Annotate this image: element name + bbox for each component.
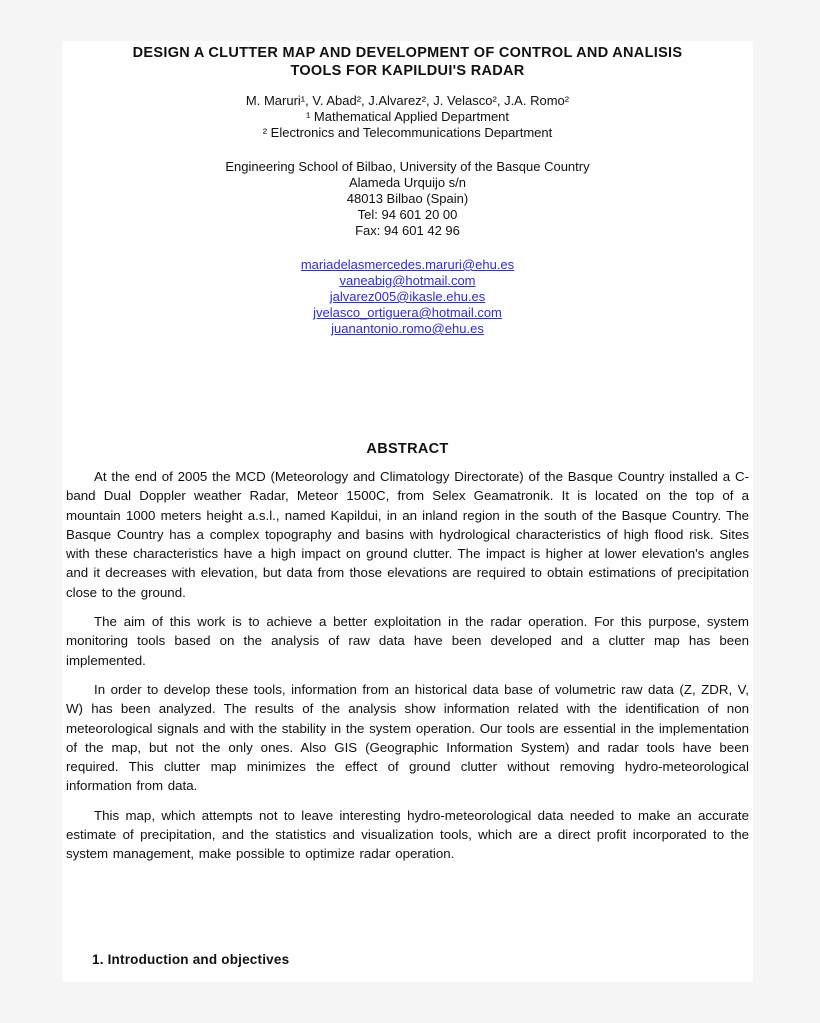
email-link-abad[interactable]: vaneabig@hotmail.com xyxy=(339,273,476,288)
paper-page xyxy=(62,41,753,982)
abstract-paragraph-3: In order to develop these tools, information from an historical data base of volumetric raw data (Z, ZDR, V, W) has been analyzed. The results of the analysis show information related with the identification of non meteorological signals and with the stability in the system operation. Our tools are essential in the implementation of the map, but not the only ones. Also GIS (Geographic Information System) and radar tools have been required. This clutter map minimizes the effect of ground clutter without removing hydro-meteorological information from data. xyxy=(66,681,749,794)
address-block xyxy=(66,159,749,239)
address-city: 48013 Bilbao (Spain) xyxy=(346,191,469,206)
section-heading-introduction: 1. Introduction and objectives xyxy=(92,951,290,967)
address-institution: Engineering School of Bilbao, University of the Basque Country xyxy=(225,159,590,174)
emails-block xyxy=(66,257,749,337)
email-link-velasco[interactable]: jvelasco_ortiguera@hotmail.com xyxy=(313,305,502,320)
address-street: Alameda Urquijo s/n xyxy=(348,175,467,190)
abstract-heading: ABSTRACT xyxy=(366,441,449,457)
address-fax: Fax: 94 601 42 96 xyxy=(355,223,460,238)
paper-title-line1: DESIGN A CLUTTER MAP AND DEVELOPMENT OF CONTROL AND ANALISIS xyxy=(132,45,683,61)
affiliation-1: ¹ Mathematical Applied Department xyxy=(305,109,510,124)
authors-block xyxy=(66,93,749,141)
paper-title xyxy=(66,44,749,80)
email-link-alvarez[interactable]: jalvarez005@ikasle.ehu.es xyxy=(329,289,486,304)
abstract-paragraph-2: The aim of this work is to achieve a better exploitation in the radar operation. For this purpose, system monitoring tools based on the analysis of raw data have been developed and a clutter map has been implemented. xyxy=(66,614,749,668)
paper-title-line2: TOOLS FOR KAPILDUI'S RADAR xyxy=(290,63,525,79)
author-names: M. Maruri¹, V. Abad², J.Alvarez², J. Velasco², J.A. Romo² xyxy=(245,93,570,108)
email-link-romo[interactable]: juanantonio.romo@ehu.es xyxy=(331,321,484,336)
address-tel: Tel: 94 601 20 00 xyxy=(357,207,458,222)
email-link-maruri[interactable]: mariadelasmercedes.maruri@ehu.es xyxy=(300,257,515,272)
abstract-paragraph-4: This map, which attempts not to leave interesting hydro-meteorological data needed to make an accurate estimate of precipitation, and the statistics and visualization tools, which are a direct profit incorporated to the system management, make possible to optimize radar operation. xyxy=(66,807,749,862)
affiliation-2: ² Electronics and Telecommunications Department xyxy=(262,125,553,140)
abstract-paragraph-1: At the end of 2005 the MCD (Meteorology and Climatology Directorate) of the Basque Country installed a C-band Dual Doppler weather Radar, Meteor 1500C, from Selex Geamatronik. It is located on the top of a mountain 1000 meters height a.s.l., named Kapildui, in an inland region in the south of the Basque Country. The Basque Country has a complex topography and basins with hydrological characteristics of high flood risk. Sites with these characteristics have a high impact on ground clutter. The impact is higher at lower elevation's angles and it decreases with elevation, but data from those elevations are required to obtain estimations of precipitation close to the ground. xyxy=(66,469,749,600)
